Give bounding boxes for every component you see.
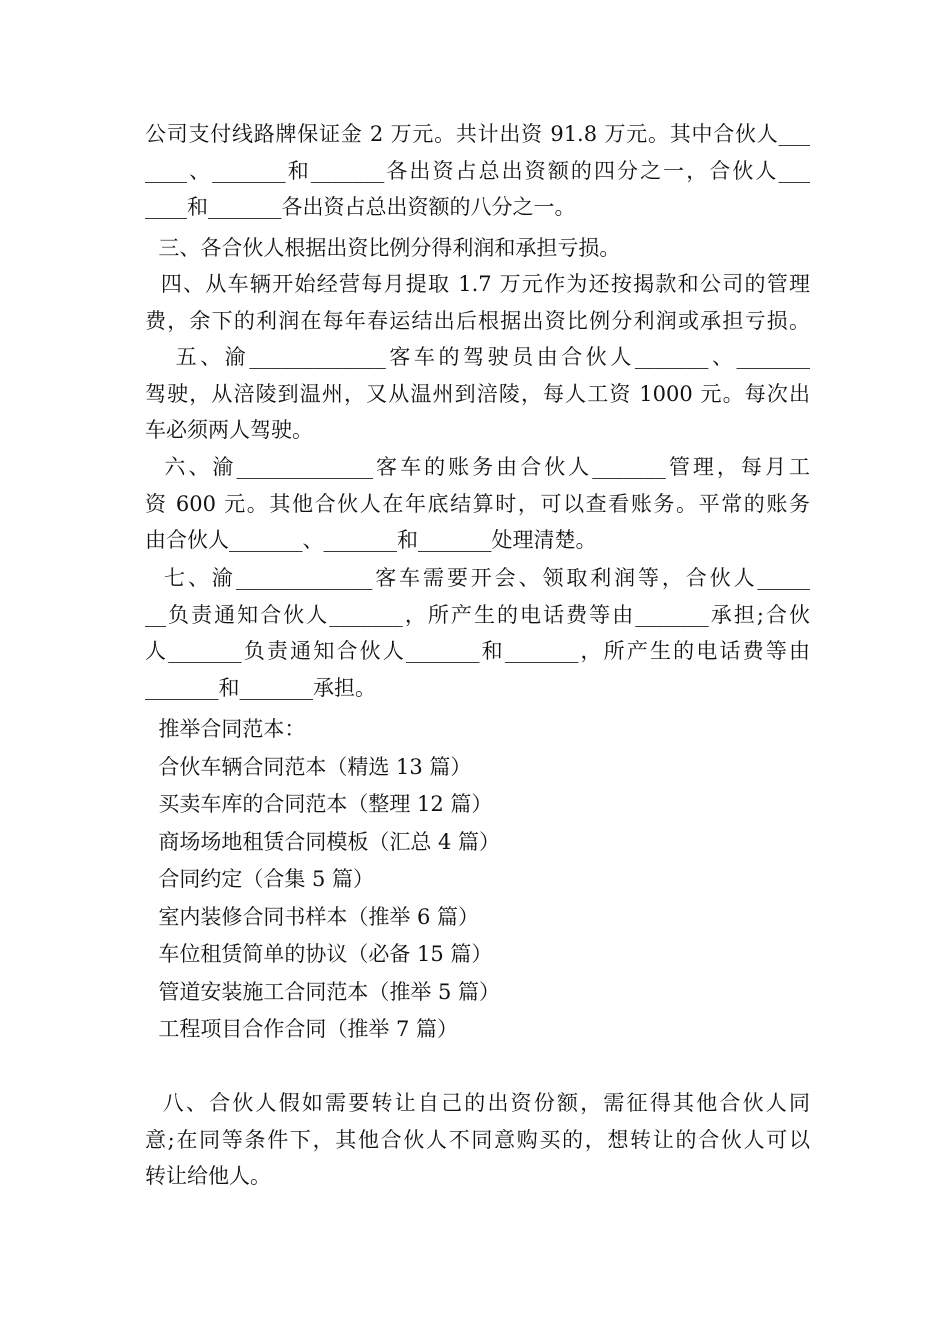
text-line: 车必须两人驾驶。 [145, 418, 313, 442]
paragraph-accounts [145, 449, 810, 559]
text-line: 人_______负责通知合伙人_______和_______，所产生的电话费等由 [145, 639, 810, 663]
text-line: _______和_______承担。 [145, 675, 376, 700]
text-line: ____、_______和_______各出资占总出资额的四分之一，合伙人___ [145, 158, 810, 183]
paragraph-drivers [145, 339, 810, 449]
recommend-link[interactable]: 室内装修合同书样本（推举 6 篇） [145, 904, 480, 929]
recommend-heading: 推举合同范本： [145, 717, 306, 741]
text-line: 由合伙人_______、_______和_______处理清楚。 [145, 528, 597, 552]
text-line: 八、合伙人假如需要转让自己的出资份额，需征得其他合伙人同 [145, 1091, 810, 1115]
paragraph-profit-share [145, 230, 810, 267]
paragraph-transfer [145, 1085, 810, 1195]
text-line: 七、渝_____________客车需要开会、领取利润等，合伙人_____ [145, 566, 810, 590]
text-line: 公司支付线路牌保证金 2 万元。共计出资 91.8 万元。其中合伙人___ [145, 122, 810, 146]
recommend-link[interactable]: 合伙车辆合同范本（精选 13 篇） [145, 754, 472, 779]
paragraph-capital [145, 116, 810, 226]
paragraph-meetings [145, 560, 810, 706]
recommend-link[interactable]: 管道安装施工合同范本（推举 5 篇） [145, 979, 501, 1004]
recommended-templates [145, 711, 810, 1049]
text-line: ____和_______各出资占总出资额的八分之一。 [145, 195, 576, 219]
text-line: __负责通知合伙人_______，所产生的电话费等由_______承担;合伙 [145, 602, 810, 627]
text-line: 六、渝_____________客车的账务由合伙人_______管理，每月工 [145, 455, 810, 479]
text-line: 四、从车辆开始经营每月提取 1.7 万元作为还按揭款和公司的管理 [145, 272, 810, 296]
recommend-link[interactable]: 车位租赁简单的协议（必备 15 篇） [145, 942, 493, 966]
text-line: 资 600 元。其他合伙人在年底结算时，可以查看账务。平常的账务 [145, 491, 810, 516]
paragraph-monthly-extraction [145, 266, 810, 339]
text-line: 五、渝_____________客车的驾驶员由合伙人_______、_______ [145, 345, 810, 369]
recommend-link[interactable]: 合同约定（合集 5 篇） [145, 867, 375, 891]
recommend-link[interactable]: 工程项目合作合同（推举 7 篇） [145, 1017, 459, 1041]
recommend-link[interactable]: 买卖车库的合同范本（整理 12 篇） [145, 792, 493, 816]
recommend-link[interactable]: 商场场地租赁合同模板（汇总 4 篇） [145, 829, 501, 854]
text-line: 转让给他人。 [145, 1164, 271, 1188]
text-line: 意;在同等条件下，其他合伙人不同意购买的，想转让的合伙人可以 [145, 1127, 810, 1152]
text-line: 三、各合伙人根据出资比例分得利润和承担亏损。 [145, 235, 621, 260]
text-line: 费，余下的利润在每年春运结出后根据出资比例分利润或承担亏损。 [145, 308, 810, 333]
text-line: 驾驶，从涪陵到温州，又从温州到涪陵，每人工资 1000 元。每次出 [145, 381, 810, 406]
